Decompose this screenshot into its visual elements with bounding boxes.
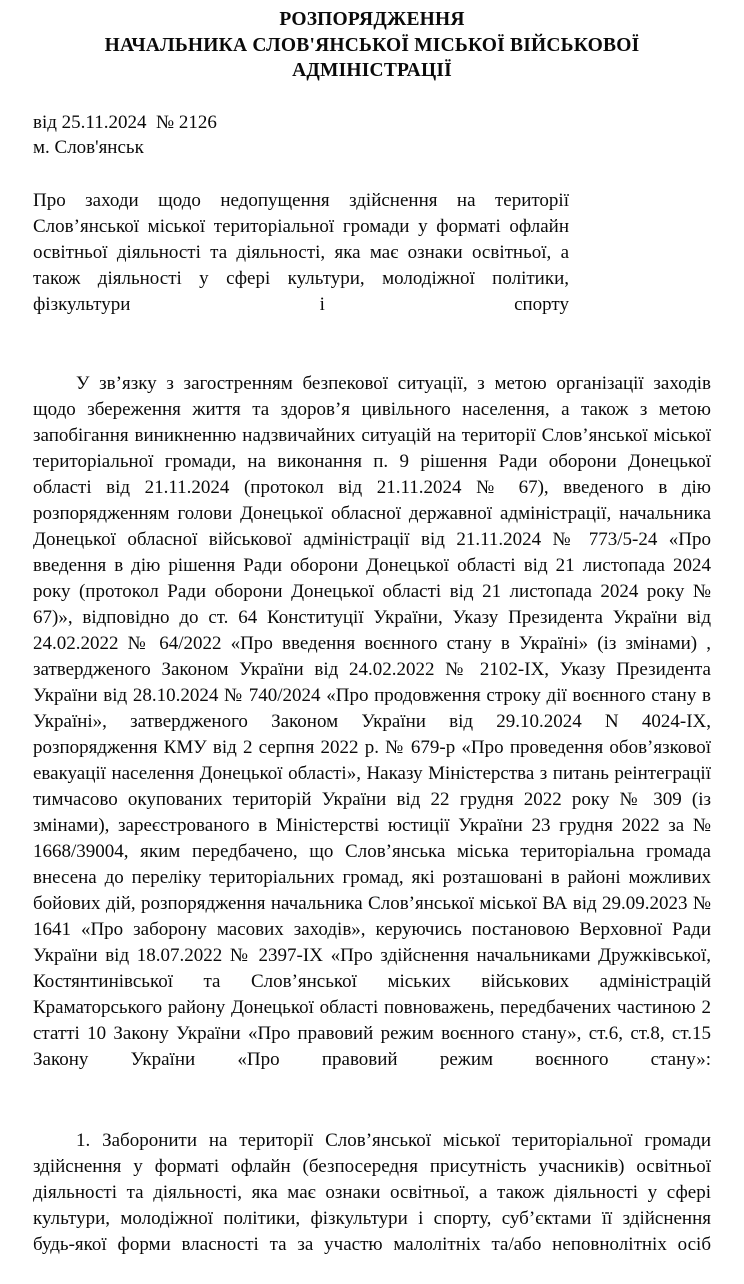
document-item-1: 1. Заборонити на території Слов’янської міської територіальної громади здійснення у форматі офлайн (безпосередня присутність учасників) освітньої діяльності та діяльності, яка має ознаки освітньої, а також діяльності у сфері культури, молодіжної політики, фізкультури і спорту, суб’єктами її здійснення будь-якої форми власності та за участю малолітніх та/або неповнолітніх осіб	[33, 1129, 711, 1255]
document-title-line-1: РОЗПОРЯДЖЕННЯ	[279, 9, 465, 30]
document-title-line-2: НАЧАЛЬНИКА СЛОВ'ЯНСЬКОЇ МІСЬКОЇ ВІЙСЬКОВОЇ	[104, 34, 640, 56]
document-body	[33, 344, 711, 1284]
document-place: м. Слов'янськ	[33, 137, 144, 158]
document-subject: Про заходи щодо недопущення здійснення на території Слов’янської міської територіальної громади у форматі офлайн освітньої діяльності та діяльності, яка має ознаки освітньої, а також діяльності у сфері культури, молодіжної політики, фізкультури і спорту	[33, 189, 569, 315]
document-date-and-number: від 25.11.2024 № 2126	[33, 111, 217, 133]
document-meta	[0, 84, 744, 161]
document-preamble: У зв’язку з загостренням безпекової ситуації, з метою організації заходів щодо збереження життя та здоров’я цивільного населення, а також з метою запобігання виникненню надзвичайних ситуацій на території Слов’янської міської територіальної громади, на виконання п. 9 рішення Ради оборони Донецької області від 21.11.2024 (протокол від 21.11.2024 № 67), введеного в дію розпорядженням голови Донецької обласної державної адміністрації, начальника Донецької обласної військової адміністрації від 21.11.2024 № 773/5-24 «Про введення в дію рішення Ради оборони Донецької області від 21 листопада 2024 року (протокол Ради оборони Донецької області від 21 листопада 2024 року № 67)», відповідно до ст. 64 Конституції України, Указу Президента України від 24.02.2022 № 64/2022 «Про введення воєнного стану в Україні» (із змінами) , затвердженого Законом України від 24.02.2022 № 2102-IX, Указу Президента України від 28.10.2024 № 740/2024 «Про продовження строку дії воєнного стану в Україні», затвердженого Законом України від 29.10.2024 N 4024-IX, розпорядження КМУ від 2 серпня 2022 р. № 679-р «Про проведення обов’язкової евакуації населення Донецької області», Наказу Міністерства з питань реінтеграції тимчасово окупованих територій України від 22 грудня 2022 року № 309 (із змінами), зареєстрованого в Міністерстві юстиції України 23 грудня 2022 за № 1668/39004, яким передбачено, що Слов’янська міська територіальна громада внесена до переліку територіальних громад, які розташовані в районі можливих бойових дій, розпорядження начальника Слов’янської міської ВА від 29.09.2023 № 1641 «Про заборону масових заходів», керуючись постановою Верховної Ради України від 18.07.2022 № 2397-IX «Про здійснення начальниками Дружківської, Костянтинівської та Слов’янської міських військових адміністрацій Краматорського району Донецької області повноважень, передбачених частиною 2 статті 10 Закону України «Про правовий режим воєнного стану», ст.6, ст.8, ст.15 Закону України «Про правовий режим воєнного стану»:	[33, 372, 711, 1070]
document-title-line-3: АДМІНІСТРАЦІЇ	[292, 60, 452, 81]
document-title	[0, 0, 744, 84]
